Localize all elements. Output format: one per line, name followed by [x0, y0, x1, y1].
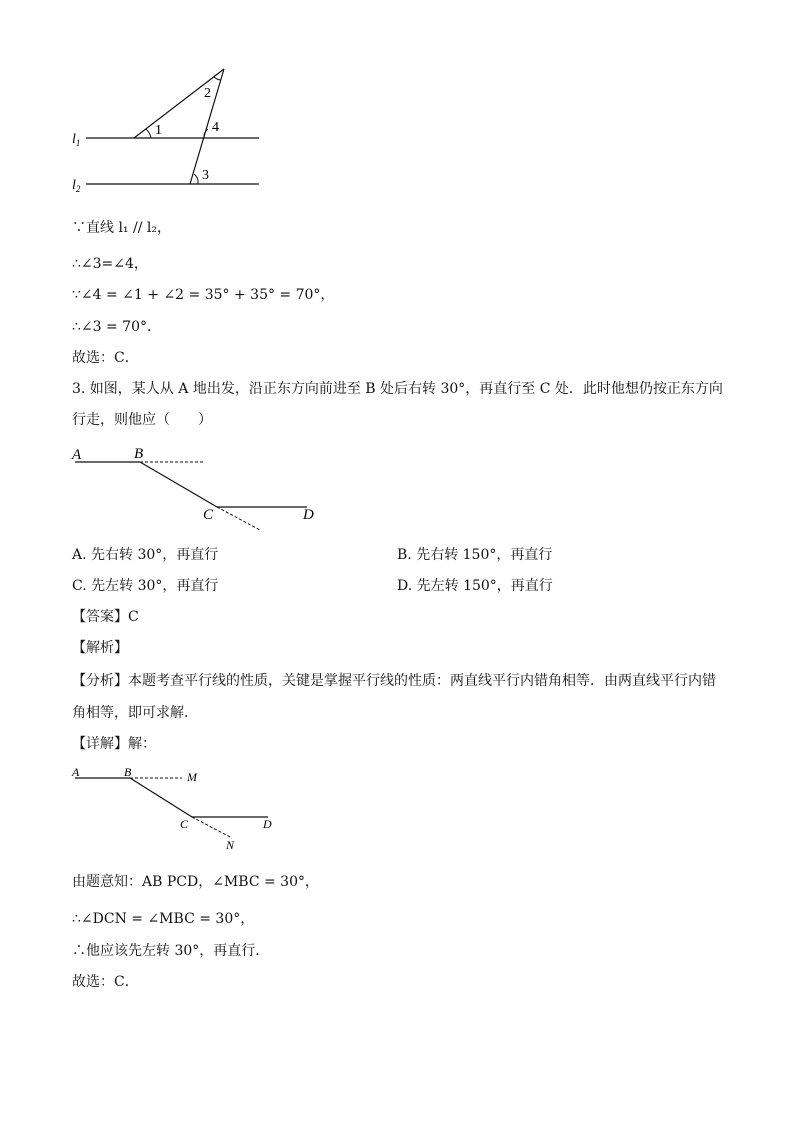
option-c[interactable]: C. 先左转 30°，再直行	[72, 578, 219, 594]
label-point-d: D	[263, 817, 272, 831]
option-a[interactable]: A. 先右转 30°，再直行	[72, 547, 219, 563]
label-point-d: D	[303, 507, 314, 523]
option-d[interactable]: D. 先左转 150°，再直行	[397, 578, 553, 594]
solution-line: 故选：C．	[72, 350, 139, 366]
analysis-text: 【分析】本题考查平行线的性质，关键是掌握平行线的性质：两直线平行内错角相等．由两直线平行内错	[72, 673, 716, 689]
detail-line: ∴他应该先左转 30°，再直行．	[72, 943, 270, 959]
solution-line: ∵直线 l₁ // l₂，	[72, 220, 171, 236]
question-3-text: 3. 如图，某人从 A 地出发，沿正东方向前进至 B 处后右转 30°，再直行至 C 处．此时他想仍按正东方向	[72, 381, 723, 397]
label-point-a: A	[72, 447, 82, 463]
label-angle-3: 3	[202, 168, 209, 183]
label-point-b: B	[124, 765, 132, 779]
label-point-n: N	[226, 838, 235, 852]
label-point-a: A	[72, 765, 80, 779]
label-angle-2: 2	[204, 86, 211, 101]
question-3-text-cont: 行走，则他应（ ）	[72, 412, 212, 428]
analysis-text-cont: 角相等，即可求解．	[72, 705, 198, 721]
segment-bc	[130, 778, 192, 817]
detail-line: 由题意知：AB PCD，∠MBC = 30°，	[72, 874, 319, 890]
detail-header: 【详解】解：	[72, 736, 156, 752]
solution-line: ∴∠3 = 70°．	[72, 319, 161, 335]
label-point-c: C	[180, 817, 189, 831]
dashed-cn	[192, 817, 232, 838]
detail-line: ∴∠DCN = ∠MBC = 30°，	[72, 911, 255, 927]
label-point-m: M	[187, 770, 197, 784]
answer-line: 【答案】C	[72, 609, 139, 625]
label-angle-4: 4	[212, 120, 219, 135]
option-b[interactable]: B. 先右转 150°，再直行	[397, 547, 553, 563]
label-point-b: B	[134, 446, 144, 462]
analysis-header: 【解析】	[72, 640, 128, 656]
label-l2: $l_2$	[72, 178, 81, 194]
label-point-c: C	[203, 507, 214, 523]
solution-line: ∴∠3=∠4，	[72, 256, 148, 272]
label-l1: $l_1$	[72, 132, 81, 148]
detail-line: 故选：C．	[72, 974, 139, 990]
label-angle-1: 1	[155, 123, 162, 138]
solution-line: ∵∠4 = ∠1 + ∠2 = 35° + 35° = 70°，	[72, 287, 335, 303]
